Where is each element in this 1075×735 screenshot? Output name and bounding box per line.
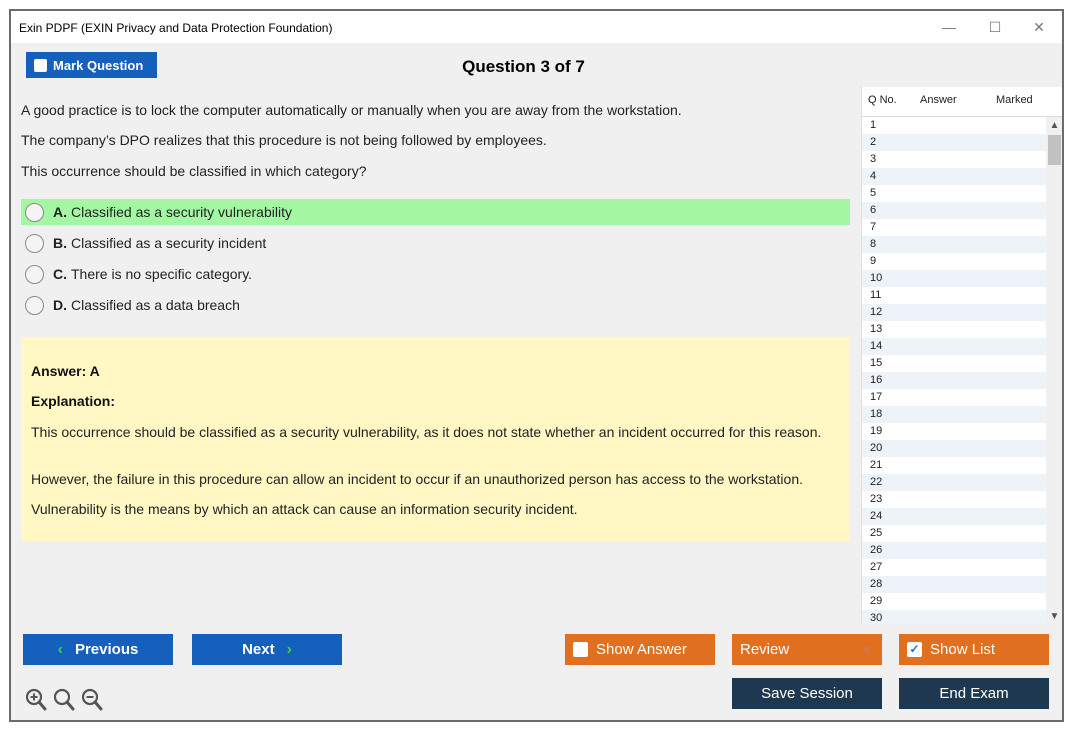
option-text: There is no specific category. bbox=[71, 266, 253, 282]
previous-label: Previous bbox=[74, 641, 139, 658]
scroll-up-icon[interactable]: ▲ bbox=[1049, 120, 1060, 131]
option-letter: A. bbox=[53, 204, 67, 220]
chevron-left-icon: ‹ bbox=[57, 640, 63, 658]
chevron-right-icon: › bbox=[286, 640, 292, 658]
end-exam-button[interactable] bbox=[899, 678, 1049, 709]
option-c[interactable] bbox=[21, 261, 850, 287]
zoom-out-icon[interactable] bbox=[81, 688, 103, 712]
review-label: Review bbox=[740, 641, 790, 658]
question-list-row[interactable]: 25 bbox=[870, 527, 883, 539]
question-list-row[interactable]: 14 bbox=[862, 338, 1046, 355]
option-letter: B. bbox=[53, 235, 67, 251]
option-b[interactable] bbox=[21, 230, 850, 256]
mark-question-button[interactable] bbox=[26, 52, 157, 78]
option-letter: D. bbox=[53, 297, 67, 313]
minimize-button[interactable]: — bbox=[942, 19, 956, 35]
scroll-thumb[interactable] bbox=[1048, 135, 1061, 165]
option-text: Classified as a data breach bbox=[71, 297, 240, 313]
option-letter: C. bbox=[53, 266, 67, 282]
save-session-button[interactable] bbox=[732, 678, 882, 709]
question-list-row[interactable]: 30 bbox=[862, 610, 1046, 625]
show-list-label: Show List bbox=[930, 641, 996, 658]
question-list-row[interactable]: 20 bbox=[862, 440, 1046, 457]
question-list-row[interactable]: 17 bbox=[870, 391, 883, 403]
close-button[interactable]: ✕ bbox=[1033, 19, 1045, 35]
question-list-row[interactable]: 5 bbox=[870, 187, 877, 199]
zoom-in-icon[interactable] bbox=[25, 688, 47, 712]
question-list-panel bbox=[861, 87, 1062, 625]
question-list-row[interactable]: 12 bbox=[862, 304, 1046, 321]
chevron-down-icon bbox=[862, 647, 872, 653]
explanation-paragraph: However, the failure in this procedure can allow an incident to occur if an unauthorized person has access to the workstation. bbox=[31, 471, 803, 487]
question-list-row[interactable]: 27 bbox=[870, 561, 883, 573]
question-list-row[interactable]: 16 bbox=[862, 372, 1046, 389]
option-text: Classified as a security incident bbox=[71, 235, 267, 251]
radio-button[interactable] bbox=[25, 203, 44, 222]
question-list-row[interactable]: 11 bbox=[870, 289, 882, 301]
question-list-row[interactable]: 7 bbox=[870, 221, 877, 233]
question-text-line: A good practice is to lock the computer automatically or manually when you are away from the workstation. bbox=[21, 102, 682, 118]
question-list-row[interactable]: 4 bbox=[862, 168, 1046, 185]
maximize-button[interactable]: ☐ bbox=[988, 19, 1002, 35]
radio-button[interactable] bbox=[25, 234, 44, 253]
checkbox-checked-icon[interactable]: ✓ bbox=[907, 642, 922, 657]
end-exam-label: End Exam bbox=[939, 685, 1009, 702]
question-list-row[interactable]: 24 bbox=[862, 508, 1046, 525]
option-d[interactable] bbox=[21, 292, 850, 318]
question-list-row[interactable]: 9 bbox=[870, 255, 877, 267]
mark-question-label: Mark Question bbox=[53, 57, 144, 73]
show-answer-label: Show Answer bbox=[596, 641, 687, 658]
radio-button[interactable] bbox=[25, 296, 44, 315]
question-list-row[interactable]: 22 bbox=[862, 474, 1046, 491]
answer-line: Answer: A bbox=[31, 363, 100, 379]
question-list-row[interactable]: 28 bbox=[862, 576, 1046, 593]
column-header-answer[interactable]: Answer bbox=[920, 94, 957, 106]
window-title: Exin PDPF (EXIN Privacy and Data Protection Foundation) bbox=[19, 21, 333, 35]
question-list-row[interactable]: 15 bbox=[870, 357, 883, 369]
question-list-row[interactable]: 29 bbox=[870, 595, 883, 607]
option-a[interactable] bbox=[21, 199, 850, 225]
question-list-scrollbar[interactable] bbox=[1046, 117, 1063, 625]
answer-panel bbox=[21, 337, 850, 541]
question-list-row[interactable]: 3 bbox=[870, 153, 877, 165]
question-list-row[interactable]: 23 bbox=[870, 493, 883, 505]
question-heading: Question 3 of 7 bbox=[462, 57, 585, 76]
explanation-paragraph: Vulnerability is the means by which an attack can cause an information security incident. bbox=[31, 501, 578, 517]
zoom-reset-icon[interactable] bbox=[53, 688, 75, 712]
scroll-down-icon[interactable]: ▼ bbox=[1049, 611, 1060, 622]
question-list-row[interactable]: 13 bbox=[870, 323, 883, 335]
question-text-line: The company’s DPO realizes that this procedure is not being followed by employees. bbox=[21, 132, 547, 148]
explanation-label: Explanation: bbox=[31, 393, 116, 409]
question-list-rows bbox=[862, 117, 1046, 625]
save-session-label: Save Session bbox=[761, 685, 853, 702]
review-dropdown[interactable] bbox=[732, 634, 882, 665]
option-text: Classified as a security vulnerability bbox=[71, 204, 292, 220]
question-list-row[interactable]: 21 bbox=[870, 459, 883, 471]
question-list-row[interactable]: 26 bbox=[862, 542, 1046, 559]
question-list-row[interactable]: 18 bbox=[862, 406, 1046, 423]
question-list-row[interactable]: 10 bbox=[862, 270, 1046, 287]
question-list-header bbox=[862, 87, 1063, 117]
checkbox-icon[interactable] bbox=[573, 642, 588, 657]
question-list-row[interactable]: 8 bbox=[862, 236, 1046, 253]
column-header-qno[interactable]: Q No. bbox=[868, 94, 897, 106]
radio-button[interactable] bbox=[25, 265, 44, 284]
question-list-row[interactable]: 19 bbox=[870, 425, 883, 437]
next-label: Next bbox=[242, 641, 275, 658]
show-answer-button[interactable] bbox=[565, 634, 715, 665]
checkbox-icon bbox=[34, 59, 47, 72]
question-list-row[interactable]: 2 bbox=[862, 134, 1046, 151]
previous-button[interactable] bbox=[23, 634, 173, 665]
column-header-marked[interactable]: Marked bbox=[996, 94, 1033, 106]
show-list-button[interactable] bbox=[899, 634, 1049, 665]
app-window bbox=[9, 9, 1064, 722]
title-bar bbox=[11, 11, 1062, 43]
question-list-row[interactable]: 6 bbox=[862, 202, 1046, 219]
question-text-line: This occurrence should be classified in which category? bbox=[21, 163, 367, 179]
next-button[interactable] bbox=[192, 634, 342, 665]
question-list-row[interactable]: 1 bbox=[870, 119, 877, 131]
explanation-paragraph: This occurrence should be classified as a security vulnerability, as it does not state whether an incident occurred for this reason. bbox=[31, 424, 822, 440]
